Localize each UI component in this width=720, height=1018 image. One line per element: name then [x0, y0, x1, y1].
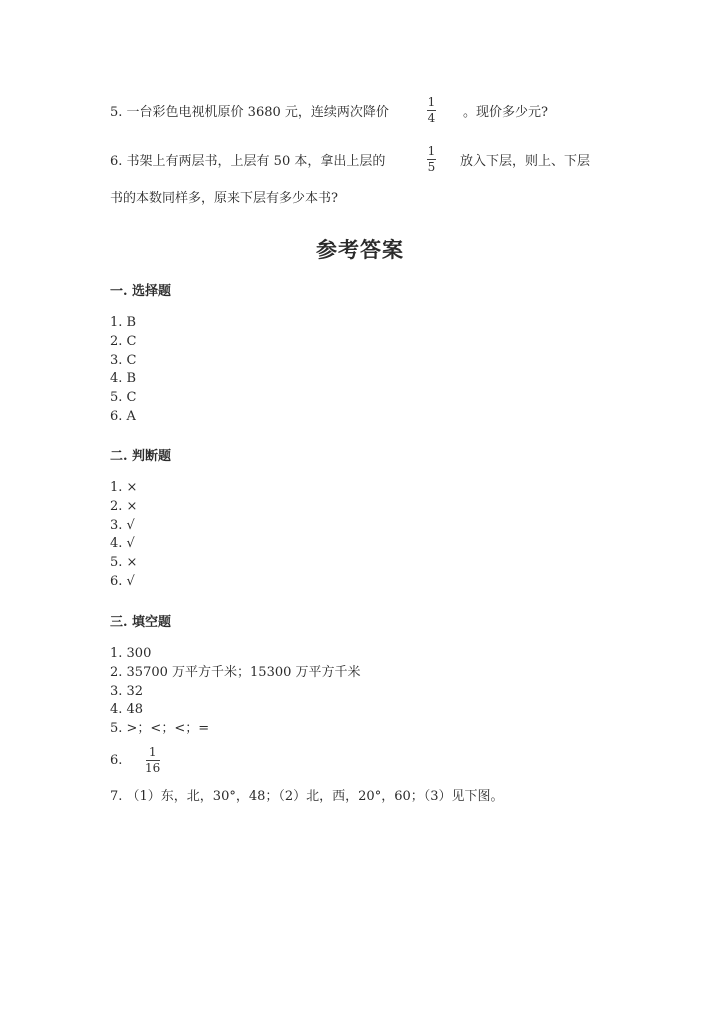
list-item: 2. 35700 万平方千米；15300 万平方千米 [110, 664, 361, 680]
list-item: 4. B [110, 371, 137, 387]
list-item: 2. C [110, 333, 137, 349]
list-item: 5. × [110, 555, 138, 571]
question-6-suffix: 放入下层，则上、下层 [460, 154, 591, 169]
answer-title: 参考答案 [316, 237, 404, 262]
fill-blank-item-6-fraction [145, 746, 160, 775]
list-item: 5. C [110, 390, 137, 406]
list-item: 5. >；<；<；= [110, 721, 210, 737]
list-item: 3. C [110, 352, 137, 368]
fraction-denominator: 5 [427, 160, 436, 174]
fraction-denominator: 4 [427, 111, 436, 125]
list-item: 1. × [110, 480, 138, 495]
fraction-numerator: 1 [427, 144, 436, 158]
list-item: 4. √ [110, 536, 135, 552]
list-item: 6. A [110, 408, 136, 424]
choice-answer-list [110, 314, 136, 427]
fill-blank-answer-list [110, 645, 361, 739]
question-5-fraction [427, 96, 436, 125]
list-item: 3. √ [110, 517, 135, 533]
question-5-text: 5. 一台彩色电视机原价 3680 元，连续两次降价 [110, 105, 389, 120]
question-6-text: 6. 书架上有两层书，上层有 50 本，拿出上层的 [110, 154, 386, 169]
fraction-numerator: 1 [427, 95, 436, 109]
fraction-numerator: 1 [148, 745, 157, 759]
section-heading-judgement: 二. 判断题 [110, 449, 172, 464]
list-item: 4. 48 [110, 702, 144, 718]
fill-blank-item-6-label: 6. [110, 753, 123, 768]
question-6-fraction [427, 145, 436, 174]
fraction-denominator: 16 [145, 761, 161, 775]
list-item: 2. × [110, 498, 138, 514]
question-6-line2: 书的本数同样多，原来下层有多少本书? [110, 191, 338, 206]
list-item: 3. 32 [110, 683, 144, 699]
list-item: 1. B [110, 315, 137, 330]
list-item: 1. 300 [110, 646, 152, 661]
list-item: 6. √ [110, 573, 135, 589]
question-5-suffix: 。现价多少元? [463, 105, 548, 120]
judgement-answer-list [110, 479, 137, 592]
fill-blank-item-7: 7. （1）东，北，30°，48；（2）北，西，20°，60；（3）见下图。 [110, 789, 504, 804]
section-heading-choice: 一. 选择题 [110, 284, 172, 299]
section-heading-fill-blank: 三. 填空题 [110, 615, 172, 630]
